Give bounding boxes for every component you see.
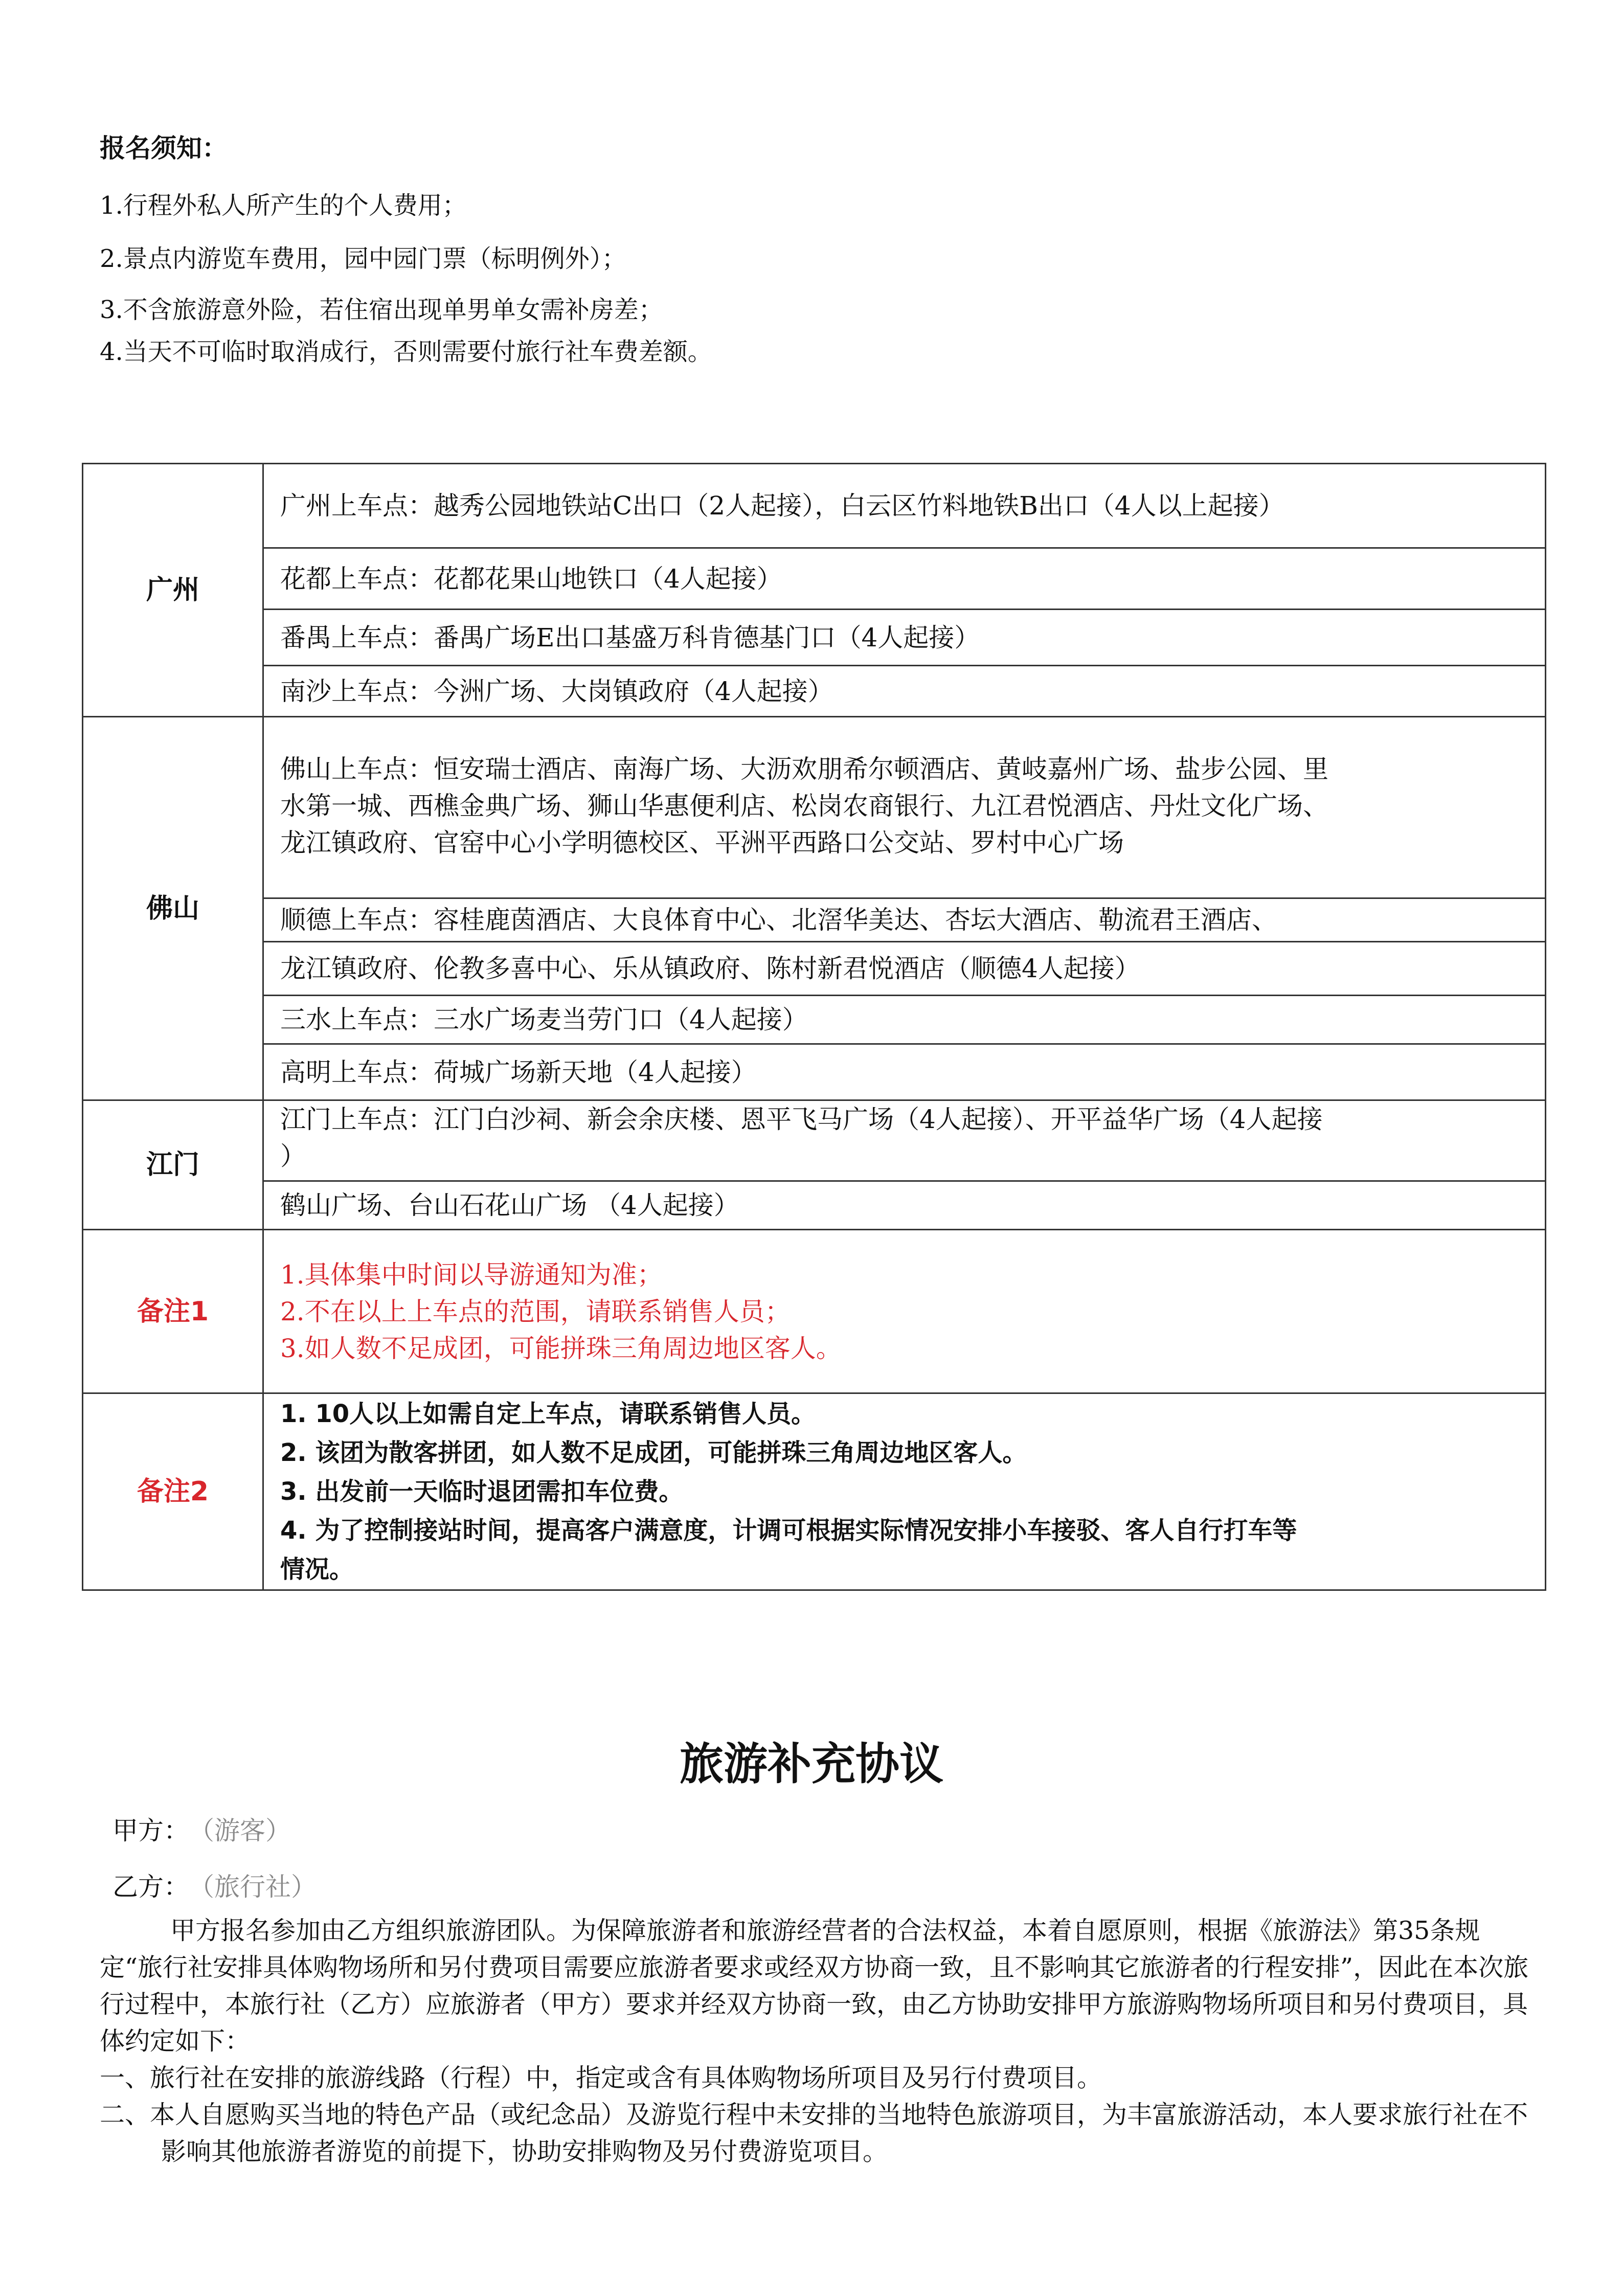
table-row xyxy=(83,1230,1546,1393)
pickup-cell: 顺德上车点：容桂鹿茵酒店、大良体育中心、北滘华美达、杏坛大酒店、勒流君王酒店、 xyxy=(263,898,1546,942)
agreement-body xyxy=(100,1912,1531,2170)
pickup-line: ） xyxy=(280,1141,306,1171)
pickup-cell: 广州上车点：越秀公园地铁站C出口（2人起接），白云区竹料地铁B出口（4人以上起接） xyxy=(263,464,1546,548)
agreement-title: 旅游补充协议 xyxy=(680,1739,943,1790)
pickup-points-table xyxy=(82,463,1546,1591)
table-row xyxy=(83,610,1546,666)
table-row xyxy=(83,1393,1546,1590)
agreement-paragraph: 甲方报名参加由乙方组织旅游团队。为保障旅游者和旅游经营者的合法权益，本着自愿原则，根据《旅游法》第35条规定“旅行社安排具体购物场所和另付费项目需要应旅游者要求或经双方协商一致，且不影响其它旅游者的行程安排”，因此在本次旅行过程中，本旅行社（乙方）应旅游者（甲方）要求并经双方协商一致，由乙方协助安排甲方旅游购物场所项目和另付费项目，具体约定如下： xyxy=(100,1916,1529,2056)
table-row xyxy=(83,1044,1546,1100)
pickup-line: 江门上车点：江门白沙祠、新会余庆楼、恩平飞马广场（4人起接）、开平益华广场（4人起接 xyxy=(280,1105,1323,1134)
pickup-cell: 花都上车点：花都花果山地铁口（4人起接） xyxy=(263,548,1546,610)
city-cell-foshan: 佛山 xyxy=(83,717,263,1100)
note2-label: 备注2 xyxy=(83,1393,263,1590)
note2-line: 1. 10人以上如需自定上车点，请联系销售人员。 xyxy=(280,1400,816,1428)
notice-item-1: 1.行程外私人所产生的个人费用； xyxy=(100,191,467,220)
city-cell-guangzhou: 广州 xyxy=(83,464,263,717)
note2-line: 3. 出发前一天临时退团需扣车位费。 xyxy=(280,1477,684,1506)
table-row xyxy=(83,548,1546,610)
table-row xyxy=(83,1181,1546,1230)
note1-line: 3.如人数不足成团，可能拼珠三角周边地区客人。 xyxy=(280,1333,842,1363)
table-row xyxy=(83,996,1546,1044)
pickup-cell: 鹤山广场、台山石花山广场 （4人起接） xyxy=(263,1181,1546,1230)
party-a-value: （游客） xyxy=(201,1816,291,1845)
pickup-line: 佛山上车点：恒安瑞士酒店、南海广场、大沥欢朋希尔顿酒店、黄岐嘉州广场、盐步公园、里 xyxy=(280,754,1328,784)
notice-item-2: 2.景点内游览车费用，园中园门票（标明例外）； xyxy=(100,244,626,273)
table-row xyxy=(83,942,1546,996)
table-row xyxy=(83,898,1546,942)
pickup-cell: 龙江镇政府、伦教多喜中心、乐从镇政府、陈村新君悦酒店（顺德4人起接） xyxy=(263,942,1546,996)
note2-line: 2. 该团为散客拼团，如人数不足成团，可能拼珠三角周边地区客人。 xyxy=(280,1438,1027,1467)
pickup-line: 龙江镇政府、官窑中心小学明德校区、平洲平西路口公交站、罗村中心广场 xyxy=(280,828,1124,858)
pickup-cell xyxy=(263,1100,1546,1181)
party-b xyxy=(112,1869,317,1905)
pickup-cell xyxy=(263,717,1546,898)
pickup-cell: 南沙上车点：今洲广场、大岗镇政府（4人起接） xyxy=(263,666,1546,717)
party-a xyxy=(112,1813,291,1849)
table-row xyxy=(83,717,1546,898)
notice-item-3: 3.不含旅游意外险，若住宿出现单男单女需补房差； xyxy=(100,296,663,324)
agreement-clause-2: 二、本人自愿购买当地的特色产品（或纪念品）及游览行程中未安排的当地特色旅游项目，为丰富旅游活动，本人要求旅行社在不影响其他旅游者游览的前提下，协助安排购物及另付费游览项目。 xyxy=(100,2100,1528,2166)
note1-line: 2.不在以上上车点的范围，请联系销售人员； xyxy=(280,1296,791,1326)
note2-cell xyxy=(263,1393,1546,1590)
pickup-cell: 三水上车点：三水广场麦当劳门口（4人起接） xyxy=(263,996,1546,1044)
note2-line: 4. 为了控制接站时间，提高客户满意度，计调可根据实际情况安排小车接驳、客人自行打车等 xyxy=(280,1516,1297,1545)
table-row xyxy=(83,666,1546,717)
party-a-label: 甲方： xyxy=(112,1816,189,1845)
pickup-line: 水第一城、西樵金典广场、狮山华惠便利店、松岗农商银行、九江君悦酒店、丹灶文化广场、 xyxy=(280,791,1328,821)
table-row xyxy=(83,464,1546,548)
pickup-cell: 高明上车点：荷城广场新天地（4人起接） xyxy=(263,1044,1546,1100)
notice-title: 报名须知： xyxy=(100,133,228,163)
table-row xyxy=(83,1100,1546,1181)
pickup-cell: 番禺上车点：番禺广场E出口基盛万科肯德基门口（4人起接） xyxy=(263,610,1546,666)
note1-cell xyxy=(263,1230,1546,1393)
notice-item-4: 4.当天不可临时取消成行，否则需要付旅行社车费差额。 xyxy=(100,337,712,366)
note2-line: 情况。 xyxy=(280,1555,354,1584)
city-cell-jiangmen: 江门 xyxy=(83,1100,263,1230)
note1-label: 备注1 xyxy=(83,1230,263,1393)
party-b-value: （旅行社） xyxy=(201,1872,317,1902)
party-b-label: 乙方： xyxy=(112,1872,189,1902)
agreement-clause-1: 一、旅行社在安排的旅游线路（行程）中，指定或含有具体购物场所项目及另行付费项目。 xyxy=(100,2063,1102,2092)
note1-line: 1.具体集中时间以导游通知为准； xyxy=(280,1259,663,1290)
registration-notice xyxy=(100,128,1531,368)
